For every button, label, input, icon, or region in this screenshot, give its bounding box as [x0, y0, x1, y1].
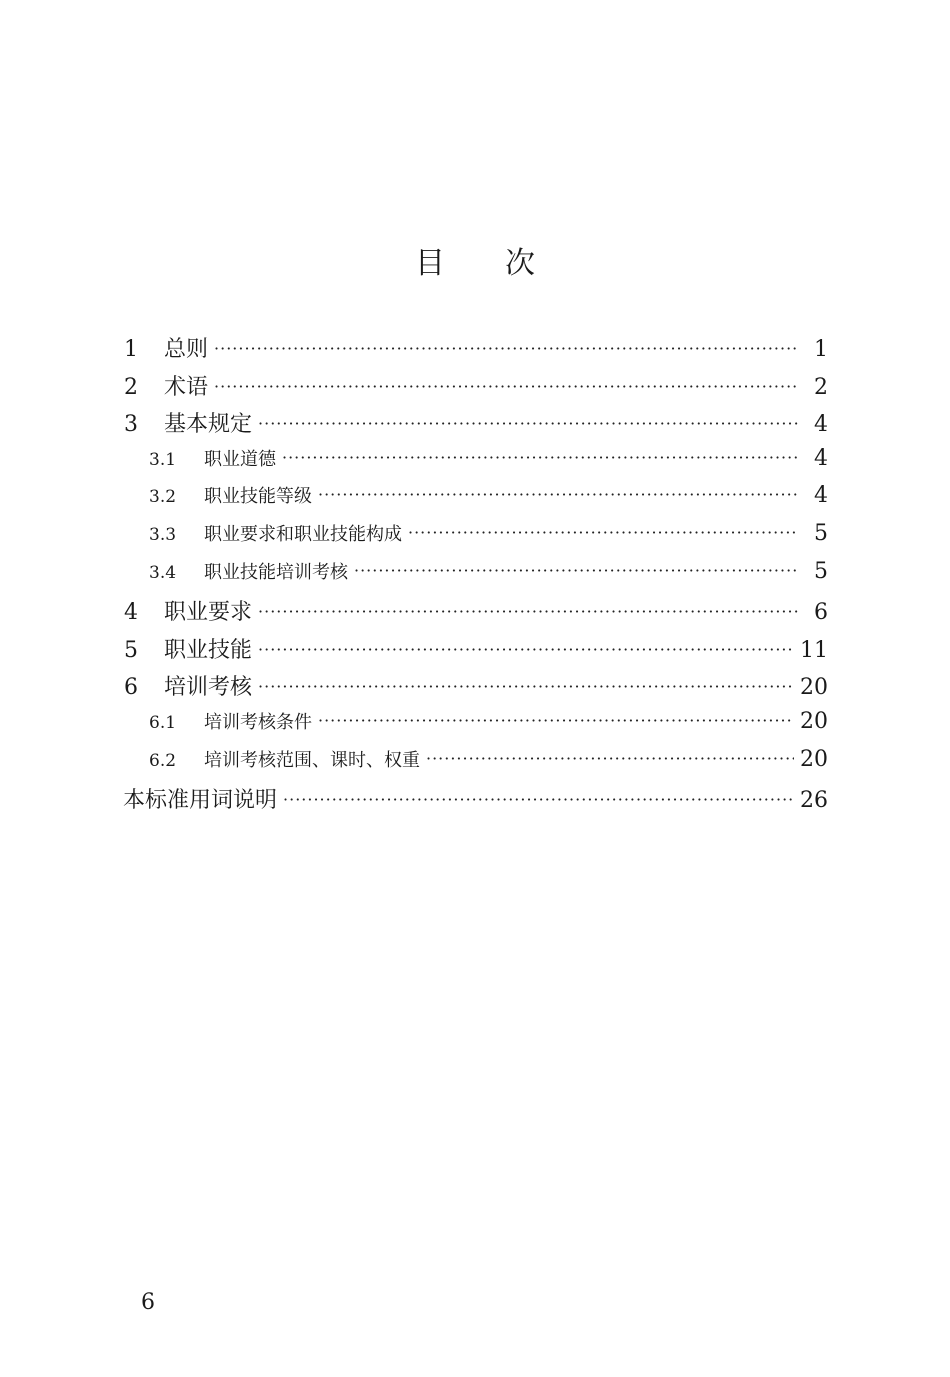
toc-entry-title: 培训考核范围、课时、权重: [204, 749, 420, 771]
toc-entry-title: 职业道德: [204, 448, 276, 470]
toc-subentry[interactable]: [123, 558, 828, 596]
toc-entry-title: 本标准用词说明: [123, 788, 278, 814]
toc-entry[interactable]: [123, 332, 828, 370]
toc-dot-leader: [258, 635, 794, 657]
toc-dot-leader: [408, 522, 798, 540]
toc-title-char-1: 目: [415, 246, 445, 281]
page-number: 6: [141, 1290, 155, 1315]
toc-entry[interactable]: [123, 633, 828, 671]
toc-entry-page: 4: [814, 412, 828, 438]
table-of-contents: [123, 332, 828, 821]
toc-entry-number: 3.1: [149, 449, 177, 470]
toc-entry-title: 总则: [164, 337, 209, 362]
toc-entry-number: 3.3: [149, 524, 177, 545]
toc-subentry[interactable]: [123, 482, 828, 520]
toc-entry-title: 基本规定: [164, 412, 253, 438]
toc-dot-leader: [283, 785, 794, 807]
toc-entry-page: 5: [814, 558, 828, 584]
toc-dot-leader: [214, 334, 798, 356]
toc-entry-title: 术语: [164, 374, 209, 400]
toc-entry[interactable]: [123, 595, 828, 633]
toc-entry[interactable]: [123, 783, 828, 821]
toc-subentry[interactable]: [123, 746, 828, 784]
toc-entry-title: 培训考核条件: [204, 711, 312, 733]
toc-entry-page: 26: [800, 788, 828, 814]
toc-subentry[interactable]: [123, 520, 828, 558]
toc-entry-title: 职业要求和职业技能构成: [204, 523, 402, 545]
toc-entry-number: 6.1: [149, 712, 177, 733]
toc-entry-page: 20: [800, 746, 828, 772]
toc-dot-leader: [258, 409, 798, 431]
toc-entry-page: 11: [800, 637, 828, 663]
toc-entry-title: 职业要求: [164, 600, 253, 626]
toc-dot-leader: [354, 560, 798, 578]
toc-dot-leader: [426, 748, 794, 766]
toc-title-char-2: 次: [505, 246, 535, 281]
toc-entry[interactable]: [123, 670, 828, 708]
toc-dot-leader: [318, 710, 794, 728]
toc-entry-number: 1: [124, 337, 138, 362]
toc-entry[interactable]: [123, 370, 828, 408]
toc-entry-number: 6.2: [149, 750, 177, 771]
toc-entry-number: 5: [124, 637, 138, 663]
toc-entry-number: 6: [124, 675, 138, 701]
toc-entry-page: 20: [800, 708, 828, 734]
toc-entry-page: 4: [814, 445, 828, 471]
toc-entry-title: 职业技能: [164, 637, 253, 663]
toc-entry-page: 5: [814, 520, 828, 546]
toc-entry-title: 培训考核: [164, 675, 253, 701]
toc-entry-number: 3.4: [149, 562, 177, 583]
toc-entry-page: 20: [800, 675, 828, 701]
toc-title: [0, 238, 950, 282]
toc-entry-title: 职业技能培训考核: [204, 561, 348, 583]
toc-subentry[interactable]: [123, 445, 828, 483]
toc-entry-page: 4: [814, 483, 828, 509]
toc-entry-number: 2: [124, 374, 138, 400]
toc-dot-leader: [214, 372, 798, 394]
toc-dot-leader: [282, 447, 798, 465]
toc-entry-page: 1: [814, 337, 828, 362]
toc-entry-number: 3: [124, 412, 138, 438]
toc-dot-leader: [258, 672, 794, 694]
toc-entry-number: 3.2: [149, 487, 177, 508]
toc-entry-page: 2: [814, 374, 828, 400]
toc-dot-leader: [258, 597, 798, 619]
toc-entry-number: 4: [124, 600, 138, 626]
toc-subentry[interactable]: [123, 708, 828, 746]
toc-dot-leader: [318, 484, 798, 502]
toc-entry-page: 6: [814, 600, 828, 626]
toc-entry-title: 职业技能等级: [204, 486, 312, 508]
toc-entry[interactable]: [123, 407, 828, 445]
